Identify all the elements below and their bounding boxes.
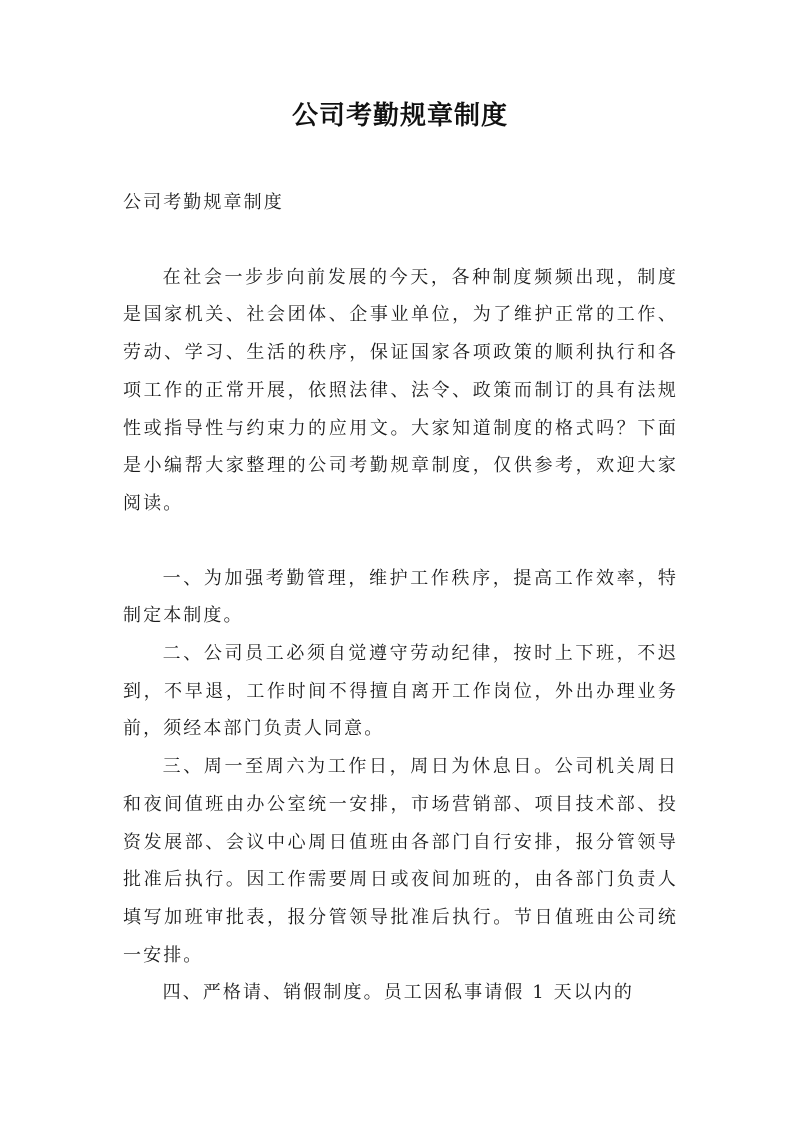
- clause-2: 二、公司员工必须自觉遵守劳动纪律，按时上下班，不迟到，不早退，工作时间不得擅自离开工作岗位，外出办理业务前，须经本部门负责人同意。: [123, 643, 678, 740]
- intro-paragraph: 在社会一步步向前发展的今天，各种制度频频出现，制度是国家机关、社会团体、企事业单位，为了维护正常的工作、劳动、学习、生活的秩序，保证国家各项政策的顺利执行和各项工作的正常开展，依照法律、法令、政策而制订的具有法规性或指导性与约束力的应用文。大家知道制度的格式吗？下面是小编帮大家整理的公司考勤规章制度，仅供参考，欢迎大家阅读。: [123, 266, 678, 514]
- clause-3: 三、周一至周六为工作日，周日为休息日。公司机关周日和夜间值班由办公室统一安排，市场营销部、项目技术部、投资发展部、会议中心周日值班由各部门自行安排，报分管领导批准后执行。因工作需要周日或夜间加班的，由各部门负责人填写加班审批表，报分管领导批准后执行。节日值班由公司统一安排。: [123, 756, 678, 966]
- clause-4: 四、严格请、销假制度。员工因私事请假 1 天以内的: [162, 982, 634, 1004]
- document-title: 公司考勤规章制度: [291, 101, 508, 131]
- document-subtitle: 公司考勤规章制度: [123, 192, 284, 213]
- document-body: [123, 184, 678, 1012]
- clause-1: 一、为加强考勤管理，维护工作秩序，提高工作效率，特制定本制度。: [123, 567, 678, 627]
